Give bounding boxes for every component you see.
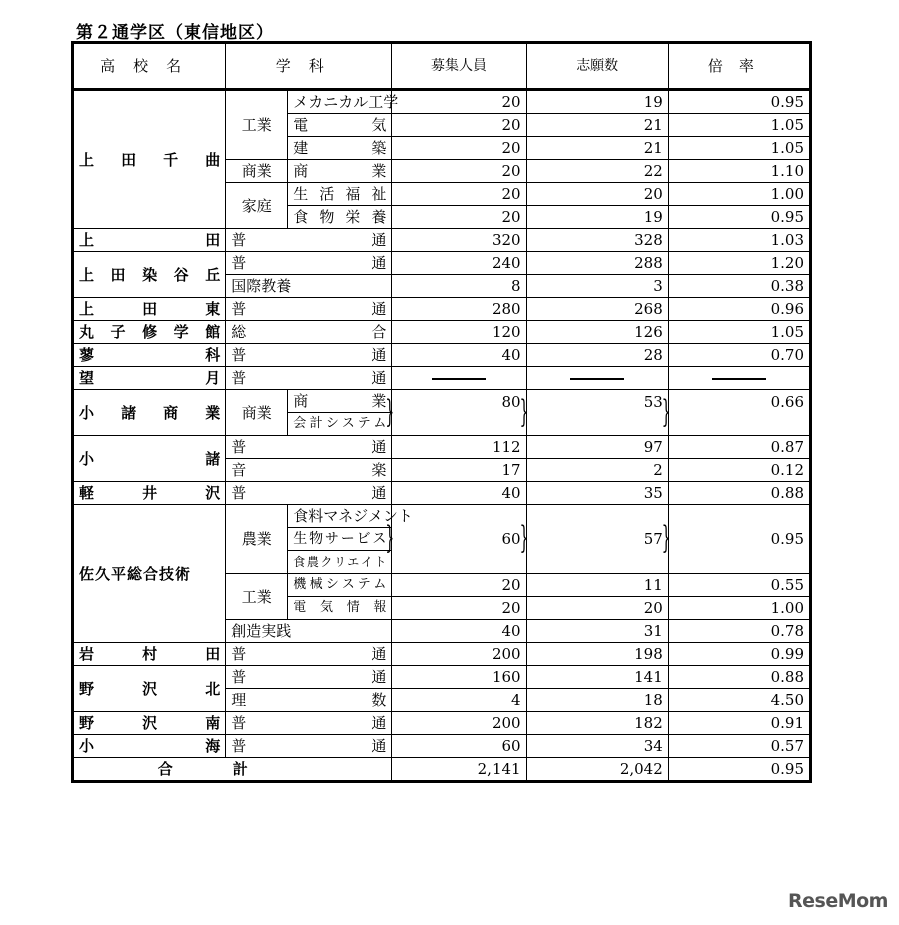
rate-cell: 1.00 [668, 183, 810, 206]
course-name: 普通 [226, 666, 392, 689]
school-name: 軽井沢 [73, 482, 226, 505]
dept-name: 商業 [226, 160, 288, 183]
rate-cell: 0.95 [668, 206, 810, 229]
header-applicants: 志願数 [526, 43, 668, 90]
applicants-cell: 21 [526, 137, 668, 160]
school-name: 蓼科 [73, 344, 226, 367]
rate-cell: } 0.66 [668, 390, 810, 436]
course-name: 普通 [226, 735, 392, 758]
rate-cell: 1.03 [668, 229, 810, 252]
school-name: 上田東 [73, 298, 226, 321]
applicants-cell: 35 [526, 482, 668, 505]
rate-cell: 0.38 [668, 275, 810, 298]
rate-cell: 0.12 [668, 459, 810, 482]
course-name: 理数 [226, 689, 392, 712]
total-rate: 0.95 [668, 758, 810, 782]
capacity-cell: } 80 [392, 390, 526, 436]
dash-mark [570, 378, 624, 380]
dash-mark [712, 378, 766, 380]
table-row [73, 482, 811, 505]
table-row [73, 505, 811, 528]
school-name: 丸子修学館 [73, 321, 226, 344]
rate-cell: 0.99 [668, 643, 810, 666]
subject-name: 生物サービス [288, 528, 392, 551]
rate-cell: 1.05 [668, 137, 810, 160]
school-name: 佐久平総合技術 [73, 505, 226, 643]
subject-name: メカニカル工学 [288, 90, 392, 114]
applicants-cell: 20 [526, 597, 668, 620]
course-name: 普通 [226, 367, 392, 390]
page-title: 第２通学区（東信地区） [76, 23, 274, 43]
course-name: 国際教養 [226, 275, 392, 298]
school-name: 野沢南 [73, 712, 226, 735]
applicants-cell: 28 [526, 344, 668, 367]
school-name: 上田千曲 [73, 90, 226, 229]
capacity-cell: 20 [392, 137, 526, 160]
dept-name: 商業 [226, 390, 288, 436]
capacity-cell: 20 [392, 597, 526, 620]
table-row [73, 90, 811, 114]
applicants-cell: 328 [526, 229, 668, 252]
rate-cell: 4.50 [668, 689, 810, 712]
capacity-cell: 40 [392, 620, 526, 643]
capacity-cell: 120 [392, 321, 526, 344]
school-name: 野沢北 [73, 666, 226, 712]
capacity-cell: 8 [392, 275, 526, 298]
applicants-cell: 2 [526, 459, 668, 482]
subject-name: 生活福祉 [288, 183, 392, 206]
course-name: 普通 [226, 436, 392, 459]
dept-name: 家庭 [226, 183, 288, 229]
table-row [73, 436, 811, 459]
header-capacity: 募集人員 [392, 43, 526, 90]
applicants-cell: 21 [526, 114, 668, 137]
subject-name: 商業 [288, 160, 392, 183]
table-row [73, 367, 811, 390]
applicants-cell: 31 [526, 620, 668, 643]
capacity-cell: 20 [392, 160, 526, 183]
applicants-cell: 141 [526, 666, 668, 689]
rate-cell: 0.91 [668, 712, 810, 735]
subject-name: 建築 [288, 137, 392, 160]
resemom-logo: ReseMom [788, 890, 888, 912]
capacity-cell: 4 [392, 689, 526, 712]
capacity-cell: 200 [392, 712, 526, 735]
rate-cell: 1.05 [668, 321, 810, 344]
header-course: 学科 [226, 43, 392, 90]
applicants-cell: 288 [526, 252, 668, 275]
rate-cell: 0.96 [668, 298, 810, 321]
rate-cell: 0.70 [668, 344, 810, 367]
table-row [73, 298, 811, 321]
capacity-cell: } 60 [392, 505, 526, 574]
dept-name: 工業 [226, 574, 288, 620]
subject-name: 商業 [288, 390, 392, 413]
table-row [73, 344, 811, 367]
applicants-cell: 198 [526, 643, 668, 666]
applicants-dash [526, 367, 668, 390]
course-name: 総合 [226, 321, 392, 344]
rate-cell: } 0.95 [668, 505, 810, 574]
total-label: 合計 [73, 758, 392, 782]
header-row [73, 43, 811, 90]
applicants-cell: 182 [526, 712, 668, 735]
applicants-cell: 19 [526, 90, 668, 114]
capacity-cell: 320 [392, 229, 526, 252]
header-school: 高校名 [73, 43, 226, 90]
course-name: 音楽 [226, 459, 392, 482]
dash-mark [432, 378, 486, 380]
course-name: 普通 [226, 344, 392, 367]
rate-cell: 0.88 [668, 482, 810, 505]
table-row [73, 321, 811, 344]
capacity-cell: 240 [392, 252, 526, 275]
school-name: 小諸商業 [73, 390, 226, 436]
rate-dash [668, 367, 810, 390]
table-row [73, 735, 811, 758]
dept-name: 工業 [226, 90, 288, 160]
capacity-cell: 20 [392, 183, 526, 206]
capacity-cell: 40 [392, 344, 526, 367]
table-row [73, 666, 811, 689]
rate-cell: 1.00 [668, 597, 810, 620]
applicants-cell: 19 [526, 206, 668, 229]
rate-cell: 0.57 [668, 735, 810, 758]
applicants-cell: 268 [526, 298, 668, 321]
capacity-cell: 200 [392, 643, 526, 666]
rate-cell: 0.95 [668, 90, 810, 114]
applicants-cell: 11 [526, 574, 668, 597]
table-row [73, 252, 811, 275]
course-name: 普通 [226, 643, 392, 666]
rate-cell: 0.87 [668, 436, 810, 459]
course-name: 創造実践 [226, 620, 392, 643]
capacity-cell: 112 [392, 436, 526, 459]
dept-name: 農業 [226, 505, 288, 574]
capacity-cell: 280 [392, 298, 526, 321]
applicants-cell: 18 [526, 689, 668, 712]
capacity-cell: 20 [392, 206, 526, 229]
school-name: 小海 [73, 735, 226, 758]
capacity-cell: 20 [392, 574, 526, 597]
applicants-cell: } 53 [526, 390, 668, 436]
table-row [73, 229, 811, 252]
applicants-cell: 22 [526, 160, 668, 183]
subject-name: 機械システム [288, 574, 392, 597]
total-row [73, 758, 811, 782]
course-name: 普通 [226, 712, 392, 735]
school-name: 岩村田 [73, 643, 226, 666]
course-name: 普通 [226, 229, 392, 252]
applicants-cell: 3 [526, 275, 668, 298]
capacity-cell: 160 [392, 666, 526, 689]
table-row [73, 390, 811, 413]
rate-cell: 1.10 [668, 160, 810, 183]
rate-cell: 0.78 [668, 620, 810, 643]
rate-cell: 1.20 [668, 252, 810, 275]
rate-cell: 1.05 [668, 114, 810, 137]
capacity-dash [392, 367, 526, 390]
applicants-cell: } 57 [526, 505, 668, 574]
header-rate: 倍率 [668, 43, 810, 90]
capacity-cell: 17 [392, 459, 526, 482]
course-name: 普通 [226, 298, 392, 321]
capacity-cell: 40 [392, 482, 526, 505]
school-name: 上田染谷丘 [73, 252, 226, 298]
capacity-cell: 20 [392, 90, 526, 114]
rate-cell: 0.55 [668, 574, 810, 597]
subject-name: 電気 [288, 114, 392, 137]
school-name: 上田 [73, 229, 226, 252]
rate-cell: 0.88 [668, 666, 810, 689]
table-row [73, 643, 811, 666]
applicants-cell: 126 [526, 321, 668, 344]
admission-table [71, 41, 812, 783]
school-name: 小諸 [73, 436, 226, 482]
total-capacity: 2,141 [392, 758, 526, 782]
table-row [73, 712, 811, 735]
subject-name: 電気情報 [288, 597, 392, 620]
subject-name: 食物栄養 [288, 206, 392, 229]
subject-name: 会計システム [288, 413, 392, 436]
subject-name: 食農クリエイト [288, 551, 392, 574]
capacity-cell: 20 [392, 114, 526, 137]
applicants-cell: 97 [526, 436, 668, 459]
applicants-cell: 20 [526, 183, 668, 206]
course-name: 普通 [226, 252, 392, 275]
capacity-cell: 60 [392, 735, 526, 758]
subject-name: 食料マネジメント [288, 505, 392, 528]
course-name: 普通 [226, 482, 392, 505]
total-applicants: 2,042 [526, 758, 668, 782]
applicants-cell: 34 [526, 735, 668, 758]
school-name: 望月 [73, 367, 226, 390]
